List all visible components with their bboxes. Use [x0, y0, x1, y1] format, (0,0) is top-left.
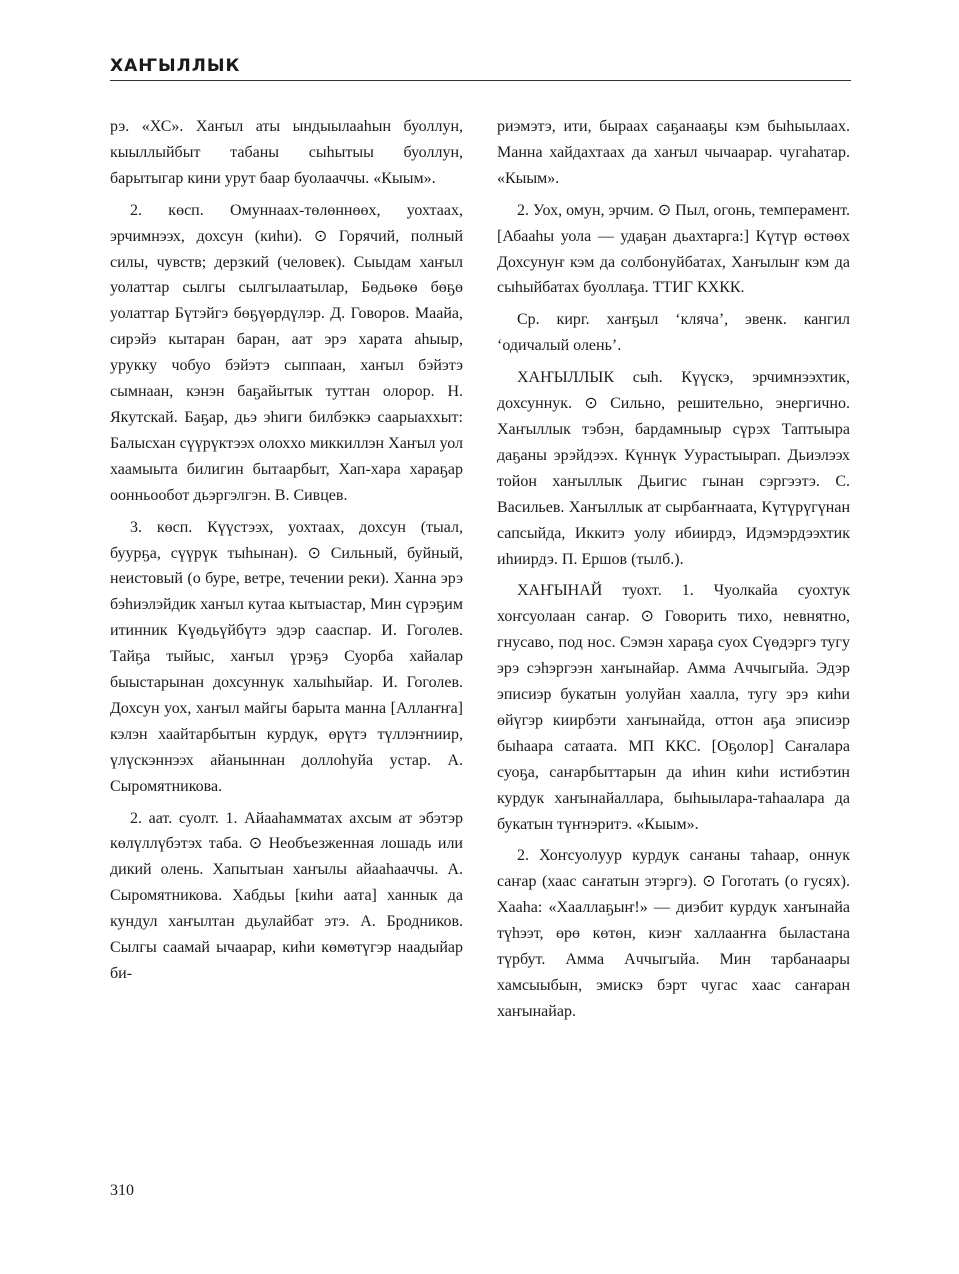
entry-paragraph: 2. көсп. Омуннаах-төлөннөөх, уохтаах, эрчимнээх, дохсун (киһи). ⊙ Горячий, полный силы, чувств; дерзкий (человек). Сыыдам хаҥыл уолаттар сылгы сылгылаатылар, Бөдьөкө бөҕө уолаттар Бүтэйгэ бөҕүөрдүлэр. Д. Говоров. Маайа, сирэйэ кытаран баран, аат эрэ харата аһыыр, урукку чобуо бэйэтэ сыппаан, хаҥыл бэйэтэ сымнаан, кэнэн баҕайытык туттан олорор. Н. Якутскай. Баҕар, дьэ эһиги билбэккэ саарыаххыт: Балысхан сүүрүктээх олоххо миккиллэн Хаҥыл уол хаамыыта билигин бытаарбыт, Хап-хара хараҕар оонньообот дьэргэлгэн. В. Сивцев. — [110, 201, 463, 504]
page-number: 310 — [110, 1182, 134, 1199]
entry-paragraph: 2. Хоҥсуолуур курдук саҥаны таһаар, оннук саҥар (хаас саҥатын этэргэ). ⊙ Гоготать (о гусях). Хааһа: «Хааллаҕыҥ!» — диэбит курдук хаҥынайа түһээт, өрө көтөн, киэҥ халлааҥҥа быластана түрбут. Амма Аччыгыйа. Мин тарбанаары хамсыыбын, эмискэ бэрт чугас хаас саҥаран хаҥынайар. — [497, 847, 850, 1020]
entry-paragraph: рэ. «ХС». Хаҥыл аты ындыылааһын буоллун, кыыллыйбыт табаны сыһытыы буоллун, барытыгар кини урут баар буолааччы. «Кыым». — [110, 118, 463, 187]
entry-paragraph: риэмэтэ, ити, быраах саҕанааҕы кэм быһыылаах. Манна хайдахтаах да хаҥыл чычаарар. чугаһатар. «Кыым». — [497, 118, 850, 187]
left-column — [110, 114, 463, 993]
entry-paragraph: 3. көсп. Күүстээх, уохтаах, дохсун (тыал, буурҕа, сүүрүк тыһынан). ⊙ Сильный, буйный, неистовый (о буре, ветре, течении реки). Ханна эрэ бэһиэлэйдик хаҥыл кутаа кытыастар, Мин сүрэҕим итинник Күөдьүйбүтэ эдэр сааспар. И. Гоголев. Тайҕа тыйыс, хаҥыл үрэҕэ Суорба хайалар быыстарынан дохсуннук халыһыйар. И. Гоголев. Дохсун уох, хаҥыл майгы барыта манна [Аллаҥҥа] кэлэн хаайтарбытын курдук, өрүтэ түллэҥниир, үлүскэннээх айаныннан доллоһуйа устар. А. Сыромятникова. — [110, 518, 463, 795]
entry-paragraph: 2. Уох, омун, эрчим. ⊙ Пыл, огонь, темперамент. [Абааһы уола — удаҕан дьахтарга:] Күтүр өстөөх Дохсунуҥ кэм да солбонуйбатах, Хаҥылыҥ кэм да сыһыйбатах буоллаҕа. ТТИГ КХКК. — [497, 201, 850, 297]
headword-entry: ХАҤЫНАЙ туохт. 1. Чуолкайа суохтук хоҥсуолаан саҥар. ⊙ Говорить тихо, невнятно, гнусаво, под нос. Сэмэн хараҕа суох Сүөдэргэ тугу эрэ сэһэргээн хаҥынайар. Амма Аччыгыйа. Эдэр эписиэр букатын уолуйан хаалла, тугу эрэ киһи өйүгэр киирбэти хаҥынайда, оттон аҕа эписиэр быһаара сатаата. МП ККС. [Оҕолор] Саҥалара суоҕа, саҥарбыттарын да иһин киһи истибэтин курдук хаҥынайаллара, быһыылара-таһаалара да букатын түҥнэритэ. «Кыым». — [497, 582, 850, 833]
right-column — [497, 114, 850, 1031]
etymology-note: Ср. кирг. хаҥҕыл ‘кляча’, эвенк. кангил ‘одичалый олень’. — [497, 311, 850, 355]
running-head: ХАҤЫЛЛЫК — [110, 56, 851, 81]
entry-paragraph: 2. аат. суолт. 1. Айааһамматах ахсым ат эбэтэр көлүллүбэтэх таба. ⊙ Необъезженная лошадь или дикий олень. Хапытыан хаҥылы айааһааччы. А. Сыромятникова. Хабдьы [киһи аата] ханнык да кундул хаҥылтан дьулайбат этэ. А. Бродников. Сылгы саамай ычаарар, киһи көмөтүгэр наадыйар би- — [110, 809, 463, 982]
headword-entry: ХАҤЫЛЛЫК сыһ. Күүскэ, эрчимнээхтик, дохсуннук. ⊙ Сильно, решительно, энергично. Хаҥыллык тэбэн, бардамныыр сүрэх Таптыыра даҕаны эрэйдээх. Күннүк Уурастыырап. Дьиэлээх тойон хаҥыллык Дьигис гынан сэргээтэ. С. Васильев. Хаҥыллык ат сырбаҥнаата, Күтүрүгүнан сапсыйда, Иккитэ уолу ибиирдэ, Идэмэрдээхтик иһиирдэ. П. Ершов (тылб.). — [497, 369, 850, 568]
